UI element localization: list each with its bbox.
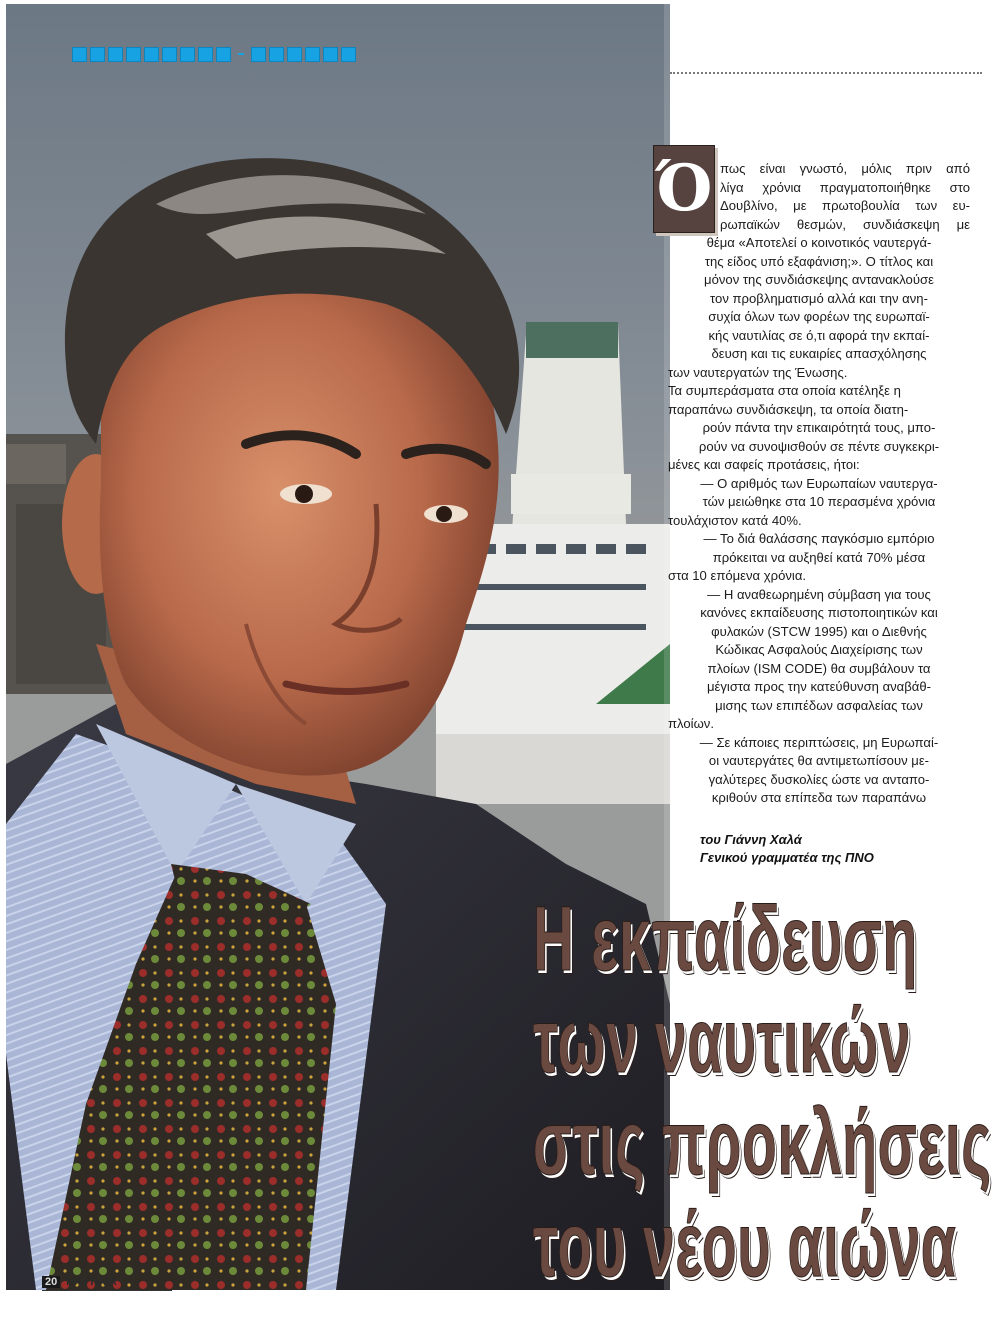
text-line: ρωπαϊκών θεσμών, συνδιάσκεψη με xyxy=(720,216,970,232)
text-line: Τα συμπεράσματα στα οποία κατέληξε η xyxy=(668,383,901,398)
text-line: θέμα «Αποτελεί ο κοινοτικός ναυτεργά- xyxy=(706,235,932,250)
publication-name: ΝΑΥΤΙΛΙΑ xyxy=(66,1276,117,1288)
section-square xyxy=(305,47,320,62)
page-folio xyxy=(42,1276,117,1288)
text-line: πλοίων. xyxy=(668,716,714,731)
text-line: μένες και σαφείς προτάσεις, ήτοι: xyxy=(668,457,860,472)
text-line: μέγιστα προς την κατεύθυνση αναβάθ- xyxy=(706,679,931,694)
section-separator xyxy=(238,53,244,55)
drop-cap: Ό xyxy=(653,145,715,233)
text-line: οι ναυτεργάτες θα αντιμετωπίσουν με- xyxy=(708,753,930,768)
text-line: παραπάνω συνδιάσκεψη, τα οποία διατη- xyxy=(668,401,909,417)
text-line: φυλακών (STCW 1995) και ο Διεθνής xyxy=(711,623,927,639)
headline-line: του νέου αιώνα xyxy=(532,1194,957,1296)
text-line: κανόνες εκπαίδευσης πιστοποιητικών και xyxy=(700,605,938,620)
text-line: δευση και τις ευκαιρίες απασχόλησης xyxy=(711,346,927,361)
text-line: των ναυτεργατών της Ένωσης. xyxy=(668,364,848,380)
section-square xyxy=(269,47,284,62)
section-square xyxy=(251,47,266,62)
page-number: 20 xyxy=(42,1276,60,1288)
section-square xyxy=(287,47,302,62)
text-line: κής ναυτιλίας σε ό,τι αφορά την εκπαί- xyxy=(708,327,930,343)
folio-rule xyxy=(42,1290,172,1291)
text-line: ρούν πάντα την επικαιρότητά τους, μπο- xyxy=(702,420,936,435)
byline-author: του Γιάννη Χαλά xyxy=(700,832,802,847)
section-square xyxy=(198,47,213,62)
headline-line: στις προκλήσεις xyxy=(532,1092,992,1194)
text-line: πρόκειται να αυξηθεί κατά 70% μέσα xyxy=(712,549,926,565)
text-line: — Το διά θαλάσσης παγκόσμιο εμπόριο xyxy=(703,531,935,546)
article-body xyxy=(668,234,970,808)
section-label xyxy=(72,44,356,64)
text-line: συχία όλων των φορέων της ευρωπαϊ- xyxy=(708,309,930,324)
section-square xyxy=(341,47,356,62)
text-line: πλοίων (ISM CODE) θα συμβάλουν τα xyxy=(707,660,931,676)
text-line: ρούν να συνοψισθούν σε πέντε συγκεκρι- xyxy=(698,438,940,454)
text-line: Κώδικας Ασφαλούς Διαχείρισης των xyxy=(715,642,923,657)
text-line: τον προβληματισμό αλλά και την ανη- xyxy=(710,290,928,306)
text-line: της είδος υπό εξαφάνιση;». Ο τίτλος και xyxy=(704,253,934,269)
section-square xyxy=(180,47,195,62)
section-square xyxy=(323,47,338,62)
text-line: πως είναι γνωστό, μόλις πριν από xyxy=(720,161,970,176)
text-line: τουλάχιστον κατά 40%. xyxy=(668,512,802,528)
text-line: μόνον της συνδιάσκεψης αντανακλούσε xyxy=(704,272,934,287)
headline xyxy=(434,888,992,1296)
text-line: στα 10 επόμενα χρόνια. xyxy=(668,568,807,583)
headline-line: των ναυτικών xyxy=(532,990,911,1092)
header-dotted-rule xyxy=(670,72,982,74)
text-line: — Σε κάποιες περιπτώσεις, μη Ευρωπαί- xyxy=(699,734,939,750)
text-line: λίγα χρόνια πραγματοποιήθηκε στο xyxy=(720,179,970,195)
article-intro xyxy=(720,160,970,234)
text-line: Δουβλίνο, με πρωτοβουλία των ευ- xyxy=(720,198,970,213)
text-line: γαλύτερες δυσκολίες ώστε να ανταπο- xyxy=(708,771,930,787)
text-line: κριθούν στα επίπεδα των παραπάνω xyxy=(711,790,927,805)
text-line: μισης των επιπέδων ασφαλείας των xyxy=(715,697,923,713)
section-square xyxy=(162,47,177,62)
byline xyxy=(700,831,874,867)
headline-line: Η εκπαίδευση xyxy=(532,888,918,990)
text-line: — Η αναθεωρημένη σύμβαση για τους xyxy=(707,586,931,602)
text-line: τών μειώθηκε στα 10 περασμένα χρόνια xyxy=(702,494,936,509)
byline-role: Γενικού γραμματέα της ΠΝΟ xyxy=(700,850,874,865)
text-line: — Ο αριθμός των Ευρωπαίων ναυτεργα- xyxy=(700,475,938,491)
section-square xyxy=(216,47,231,62)
